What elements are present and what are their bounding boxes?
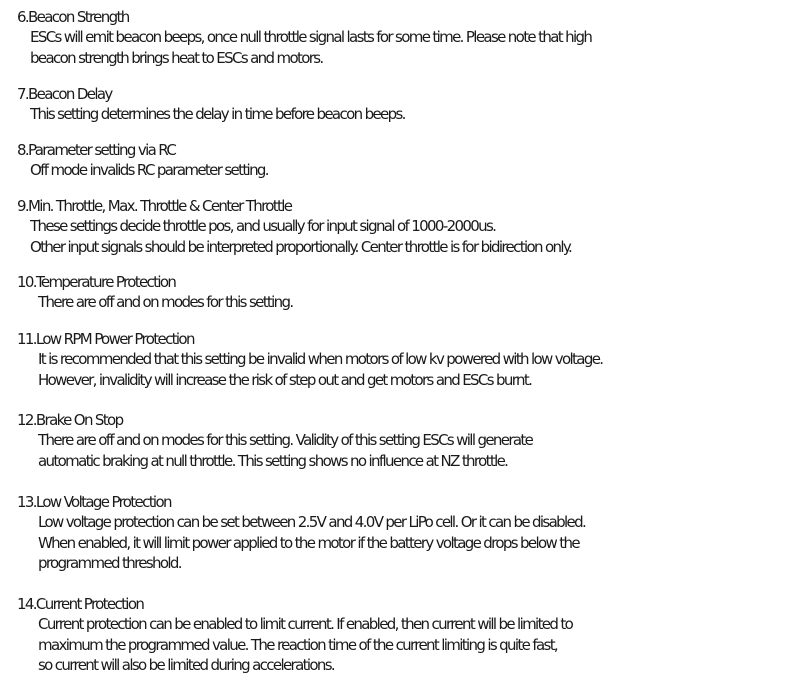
- section-title: 13.Low Voltage Protection: [17, 493, 171, 511]
- section-title: 9.Min. Throttle, Max. Throttle & Center Throttle: [17, 197, 292, 215]
- section-text-line: It is recommended that this setting be invalid when motors of low kv powered with low voltage.: [38, 350, 603, 368]
- section-text-line: There are off and on modes for this setting. Validity of this setting ESCs will generate: [38, 431, 533, 449]
- section-low-rpm-power-protection: [0, 329, 800, 390]
- section-text-line: programmed threshold.: [38, 554, 181, 572]
- section-text-line: maximum the programmed value. The reaction time of the current limiting is quite fast,: [38, 635, 558, 654]
- section-text-line: When enabled, it will limit power applied to the motor if the battery voltage drops below the: [38, 533, 579, 552]
- section-text-line: There are off and on modes for this setting.: [38, 293, 293, 311]
- section-title: 12.Brake On Stop: [17, 411, 123, 429]
- section-text-line: These settings decide throttle pos, and usually for input signal of 1000-2000us.: [30, 217, 496, 235]
- section-throttle-settings: [0, 196, 800, 257]
- section-title: 6.Beacon Strength: [17, 8, 129, 26]
- section-text-line: beacon strength brings heat to ESCs and motors.: [30, 48, 323, 67]
- section-title: 11.Low RPM Power Protection: [17, 330, 194, 348]
- section-title: 8.Parameter setting via RC: [17, 141, 176, 159]
- section-text-line: Current protection can be enabled to limit current. If enabled, then current will be limited to: [38, 615, 573, 633]
- section-text-line: Off mode invalids RC parameter setting.: [30, 161, 268, 179]
- section-beacon-delay: [0, 84, 800, 125]
- section-brake-on-stop: [0, 410, 800, 471]
- section-title: 10.Temperature Protection: [17, 273, 176, 291]
- section-current-protection: [0, 594, 800, 676]
- section-text-line: automatic braking at null throttle. This setting shows no influence at NZ throttle.: [38, 451, 508, 470]
- section-text-line: This setting determines the delay in time before beacon beeps.: [30, 105, 405, 123]
- section-parameter-setting-via-rc: [0, 140, 800, 181]
- section-text-line: However, invalidity will increase the risk of step out and get motors and ESCs burnt.: [38, 370, 532, 389]
- section-text-line: Low voltage protection can be set between 2.5V and 4.0V per LiPo cell. Or it can be disabled.: [38, 513, 586, 531]
- section-text-line: so current will also be limited during accelerations.: [38, 656, 335, 674]
- section-title: 7.Beacon Delay: [17, 85, 112, 103]
- section-text-line: Other input signals should be interpreted proportionally. Center throttle is for bidirection only.: [30, 237, 572, 256]
- section-beacon-strength: [0, 7, 800, 68]
- section-low-voltage-protection: [0, 492, 800, 574]
- section-text-line: ESCs will emit beacon beeps, once null throttle signal lasts for some time. Please note that high: [30, 28, 592, 46]
- section-temperature-protection: [0, 272, 800, 313]
- section-title: 14.Current Protection: [17, 595, 144, 613]
